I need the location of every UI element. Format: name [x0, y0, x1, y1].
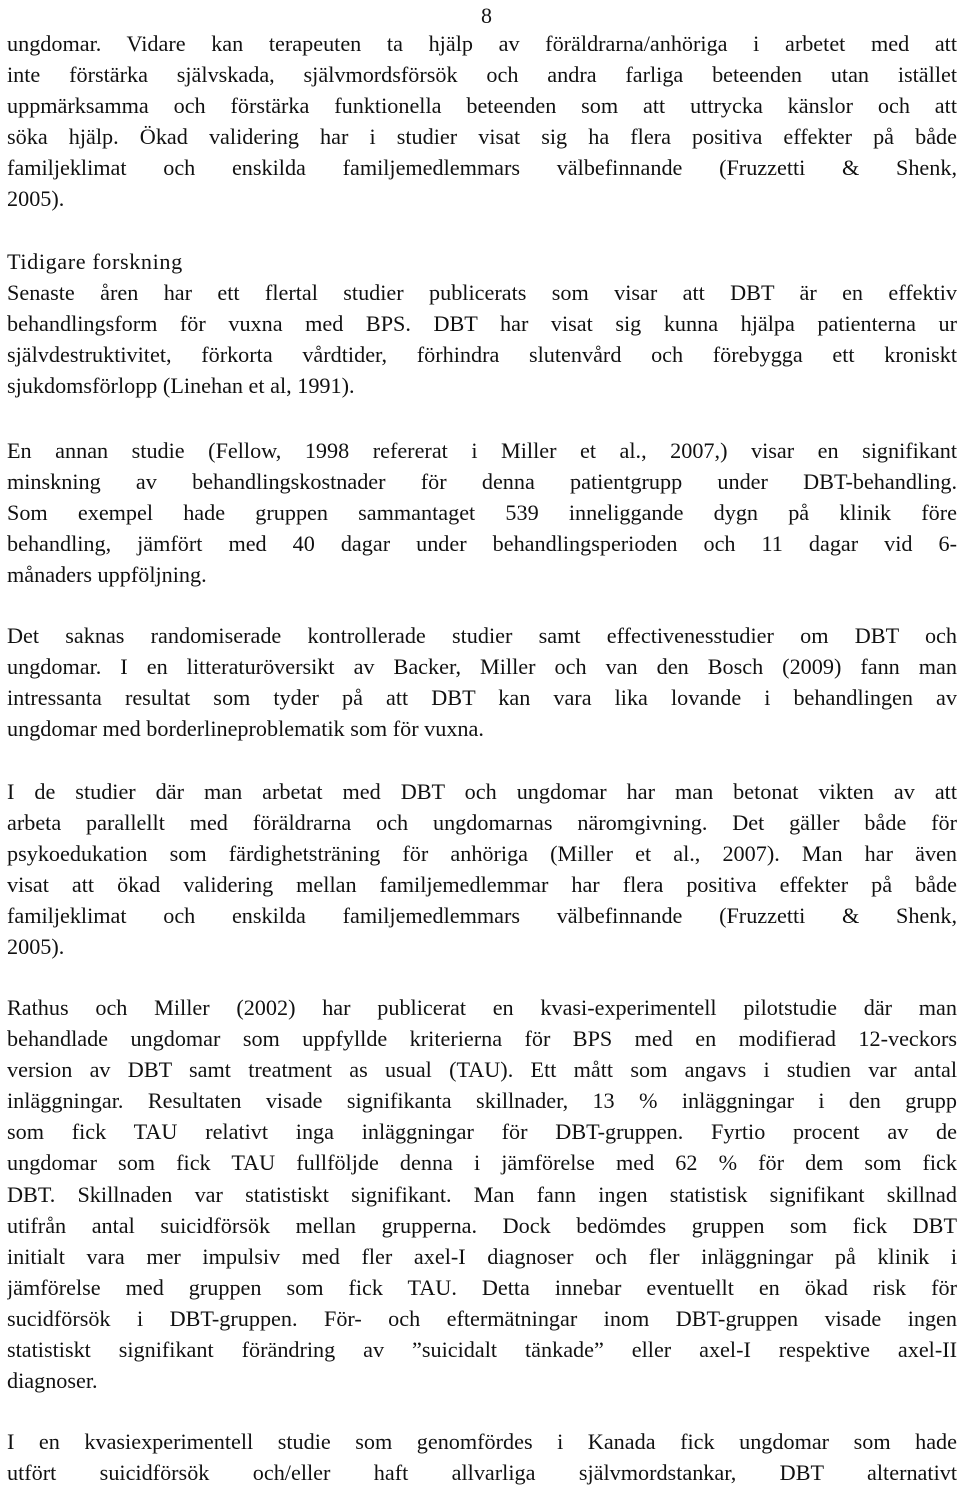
text-line: psykoedukation som färdighetsträning för anhöriga (Miller et al., 2007). Man har även: [7, 841, 957, 867]
text-line: arbeta parallellt med föräldrarna och ungdomarnas näromgivning. Det gäller både för: [7, 810, 957, 836]
text-line: utifrån antal suicidförsök mellan grupperna. Dock bedömdes gruppen som fick DBT: [7, 1212, 957, 1238]
text-line: I de studier där man arbetat med DBT och ungdomar har man betonat vikten av att: [7, 779, 957, 804]
text-line: initialt vara mer impulsiv med fler axel-I diagnoser och fler inläggningar på klinik i: [7, 1243, 957, 1269]
text-line: familjeklimat och enskilda familjemedlemmars välbefinnande (Fruzzetti & Shenk,: [7, 903, 957, 929]
text-line: ungdomar. Vidare kan terapeuten ta hjälp av föräldrarna/anhöriga i arbetet med att: [7, 31, 957, 56]
section-heading: Tidigare forskning: [7, 249, 183, 274]
paragraph: [7, 992, 957, 1396]
text-line: jämförelse med gruppen som fick TAU. Detta innebar eventuellt en ökad risk för: [7, 1274, 957, 1300]
text-line: uppmärksamma och förstärka funktionella beteenden som att uttrycka känslor och att: [7, 93, 957, 119]
text-line: I en kvasiexperimentell studie som genomfördes i Kanada fick ungdomar som hade: [7, 1429, 957, 1454]
paragraph: [7, 1426, 957, 1488]
text-line: utfört suicidförsök och/eller haft allvarliga självmordstankar, DBT alternativt: [7, 1460, 957, 1486]
text-line: diagnoser.: [7, 1368, 98, 1394]
paragraph: [7, 28, 957, 215]
text-line: statistiskt signifikant förändring av ”suicidalt tänkade” eller axel-I respektive axel-II: [7, 1337, 957, 1363]
text-line: intressanta resultat som tyder på att DBT kan vara lika lovande i behandlingen av: [7, 685, 957, 711]
text-line: 2005).: [7, 934, 65, 960]
text-line: ungdomar. I en litteraturöversikt av Backer, Miller och van den Bosch (2009) fann man: [7, 654, 957, 680]
paragraph: [7, 246, 957, 401]
text-line: ungdomar med borderlineproblematik som för vuxna.: [7, 716, 484, 742]
text-line: visat att ökad validering mellan familjemedlemmar har flera positiva effekter på både: [7, 872, 957, 898]
text-line: En annan studie (Fellow, 1998 refererat i Miller et al., 2007,) visar en signifikant: [7, 438, 957, 463]
text-line: månaders uppföljning.: [7, 562, 207, 588]
text-line: Rathus och Miller (2002) har publicerat en kvasi-experimentell pilotstudie där man: [7, 995, 957, 1020]
text-line: behandlingsform för vuxna med BPS. DBT har visat sig kunna hjälpa patienterna ur: [7, 311, 957, 337]
text-line: Det saknas randomiserade kontrollerade studier samt effectivenesstudier om DBT och: [7, 623, 957, 648]
text-line: inte förstärka självskada, självmordsförsök och andra farliga beteenden utan istället: [7, 62, 957, 88]
text-line: familjeklimat och enskilda familjemedlemmars välbefinnande (Fruzzetti & Shenk,: [7, 155, 957, 181]
paragraph: [7, 776, 957, 963]
paragraph: [7, 435, 957, 590]
text-line: behandlade ungdomar som uppfyllde kriterierna för BPS med en modifierad 12-veckors: [7, 1026, 957, 1052]
paragraph: [7, 620, 957, 744]
text-line: 2005).: [7, 186, 65, 212]
text-line: sucidförsök i DBT-gruppen. För- och eftermätningar inom DBT-gruppen visade ingen: [7, 1305, 957, 1331]
text-line: självdestruktivitet, förkorta vårdtider, förhindra slutenvård och förebygga ett kroniskt: [7, 342, 957, 368]
text-line: behandling, jämfört med 40 dagar under behandlingsperioden och 11 dagar vid 6-: [7, 531, 957, 557]
text-line: Som exempel hade gruppen sammantaget 539 inneliggande dygn på klinik före: [7, 500, 957, 526]
text-line: sjukdomsförlopp (Linehan et al, 1991).: [7, 373, 355, 399]
text-line: DBT. Skillnaden var statistiskt signifikant. Man fann ingen statistisk signifikant skillnad: [7, 1181, 957, 1207]
text-line: ungdomar som fick TAU fullföljde denna i jämförelse med 62 % för dem som fick: [7, 1150, 957, 1176]
text-line: version av DBT samt treatment as usual (TAU). Ett mått som angavs i studien var antal: [7, 1057, 957, 1083]
text-line: inläggningar. Resultaten visade signifikanta skillnader, 13 % inläggningar i den grupp: [7, 1088, 957, 1114]
page-number: 8: [481, 3, 492, 28]
text-line: minskning av behandlingskostnader för denna patientgrupp under DBT-behandling.: [7, 469, 957, 495]
text-line: söka hjälp. Ökad validering har i studier visat sig ha flera positiva effekter på både: [7, 124, 957, 150]
text-line: Senaste åren har ett flertal studier publicerats som visar att DBT är en effektiv: [7, 280, 957, 306]
text-line: som fick TAU relativt inga inläggningar för DBT-gruppen. Fyrtio procent av de: [7, 1119, 957, 1145]
